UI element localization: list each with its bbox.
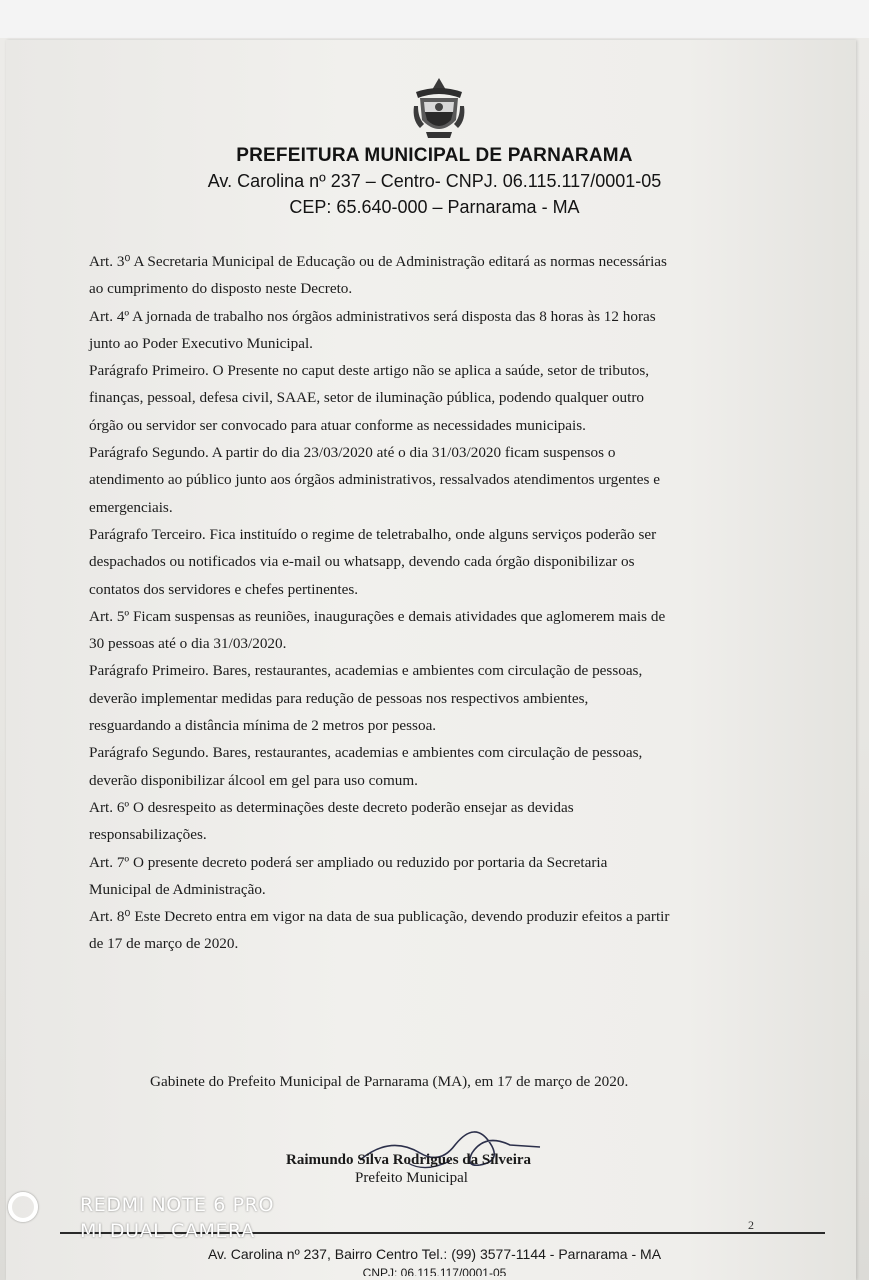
body-line: Art. 5º Ficam suspensas as reuniões, inaugurações e demais atividades que aglomerem mais de <box>89 607 666 625</box>
body-line: emergenciais. <box>89 498 173 516</box>
footer-cnpj: CNPJ: 06.115.117/0001-05 <box>362 1266 507 1276</box>
body-line: contatos dos servidores e chefes pertinentes. <box>89 580 359 598</box>
body-line: finanças, pessoal, defesa civil, SAAE, setor de iluminação pública, podendo qualquer outro <box>89 389 645 407</box>
body-line: 30 pessoas até o dia 31/03/2020. <box>89 635 287 653</box>
body-line: Parágrafo Terceiro. Fica instituído o regime de teletrabalho, onde alguns serviços poderão ser <box>89 525 657 543</box>
body-line: Parágrafo Primeiro. O Presente no caput deste artigo não se aplica a saúde, setor de tributos, <box>89 362 650 380</box>
body-line: atendimento ao público junto aos órgãos administrativos, ressalvados atendimentos urgentes e <box>89 471 660 489</box>
camera-watermark-model: REDMI NOTE 6 PRO <box>80 1194 275 1216</box>
body-line: de 17 de março de 2020. <box>89 935 239 953</box>
signatory-role: Prefeito Municipal <box>355 1170 468 1186</box>
body-line: junto ao Poder Executivo Municipal. <box>89 334 313 352</box>
letterhead-cep: CEP: 65.640-000 – Parnarama - MA <box>289 197 580 217</box>
body-line: Art. 6º O desrespeito as determinações deste decreto poderão ensejar as devidas <box>89 798 574 816</box>
body-line: Parágrafo Segundo. Bares, restaurantes, academias e ambientes com circulação de pessoas, <box>89 744 643 762</box>
body-line: responsabilizações. <box>89 826 207 844</box>
decree-body <box>89 248 789 958</box>
body-line: ao cumprimento do disposto neste Decreto. <box>89 280 353 298</box>
body-line: Art. 8⁰ Este Decreto entra em vigor na data de sua publicação, devendo produzir efeitos a partir <box>89 908 670 926</box>
body-line: Art. 3⁰ A Secretaria Municipal de Educação ou de Administração editará as normas necessárias <box>89 253 667 270</box>
body-line: deverão disponibilizar álcool em gel para uso comum. <box>89 771 418 789</box>
municipal-crest-icon <box>410 76 468 142</box>
closing-statement: Gabinete do Prefeito Municipal de Parnarama (MA), em 17 de março de 2020. <box>150 1073 629 1090</box>
viewer-top-bar <box>0 0 869 39</box>
letterhead-address: Av. Carolina nº 237 – Centro- CNPJ. 06.115.117/0001-05 <box>207 171 662 191</box>
body-line: resguardando a distância mínima de 2 metros por pessoa. <box>89 717 437 735</box>
body-line: Parágrafo Segundo. A partir do dia 23/03/2020 até o dia 31/03/2020 ficam suspensos o <box>89 444 616 462</box>
body-line: Art. 7º O presente decreto poderá ser ampliado ou reduzido por portaria da Secretaria <box>89 853 608 871</box>
body-line: Municipal de Administração. <box>89 880 266 898</box>
body-line: Art. 4º A jornada de trabalho nos órgãos administrativos será disposta das 8 horas às 12 horas <box>89 307 656 325</box>
camera-watermark-ring-icon <box>8 1192 38 1222</box>
body-line: órgão ou servidor ser convocado para atuar conforme as necessidades municipais. <box>89 416 586 434</box>
body-line: deverão implementar medidas para redução de pessoas nos respectivos ambientes, <box>89 689 589 707</box>
municipality-title: PREFEITURA MUNICIPAL DE PARNARAMA <box>236 145 633 166</box>
body-line: despachados ou notificados via e-mail ou whatsapp, devendo cada órgão disponibilizar os <box>89 553 635 571</box>
signatory-name: Raimundo Silva Rodrigues da Silveira <box>286 1152 532 1168</box>
footer-address: Av. Carolina nº 237, Bairro Centro Tel.: (99) 3577-1144 - Parnarama - MA <box>207 1246 662 1262</box>
camera-watermark-camera: MI DUAL CAMERA <box>80 1220 255 1242</box>
page-number: 2 <box>748 1218 754 1232</box>
body-line: Parágrafo Primeiro. Bares, restaurantes, academias e ambientes com circulação de pessoas, <box>89 662 643 680</box>
